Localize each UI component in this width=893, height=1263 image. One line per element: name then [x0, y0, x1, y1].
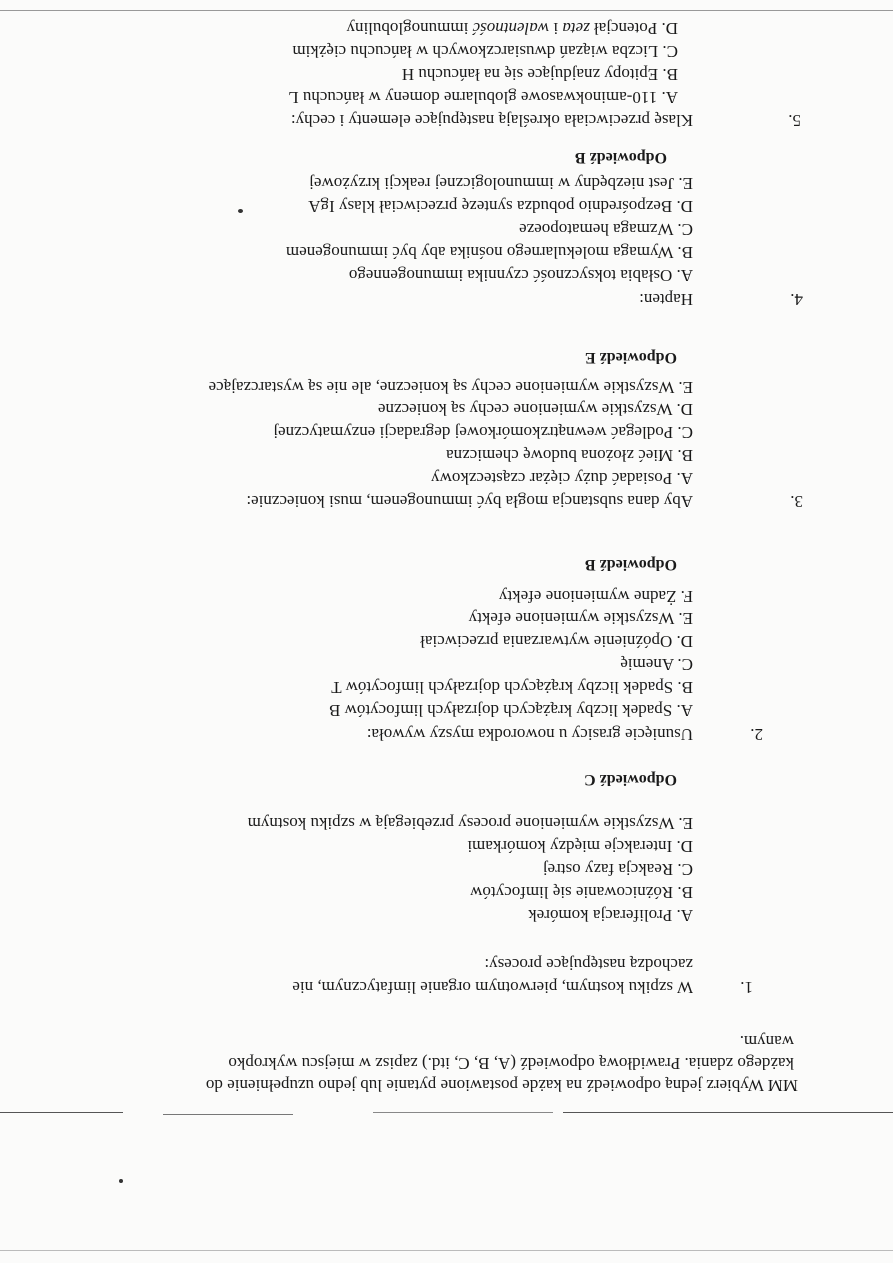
question-4-stem: Hapten:	[639, 290, 693, 309]
scan-speck	[119, 1179, 123, 1183]
question-4-option-b: B. Wymaga molekularnego nośnika aby być immunogenem	[285, 243, 693, 262]
question-5-option-d	[346, 18, 678, 38]
instruction-line-1: MM Wybierz jedną odpowiedź na każde postawione pytanie lub jedno uzupełnienie do	[205, 1076, 798, 1095]
question-3-option-e: E. Wszystkie wymienione cechy są konieczne, ale nie są wystarczające	[208, 378, 693, 397]
question-5-option-d-prefix: D. Potencjał	[589, 19, 678, 38]
question-2-stem: Usunięcie grasicy u noworodka myszy wywoła:	[366, 725, 693, 744]
header-rule-2	[373, 1112, 553, 1113]
question-2-option-f: F. Żadne wymienione efekty	[498, 587, 693, 606]
question-3-answer: Odpowiedź E	[584, 349, 677, 366]
instruction-line-3: wanym.	[739, 1032, 794, 1051]
question-5-option-a: A. 110-aminokwasowe globularne domeny w łańcuchu L	[288, 88, 678, 107]
question-5-option-d-mid: i	[549, 19, 563, 38]
question-2-option-c: C. Anemię	[620, 655, 693, 674]
question-1-answer: Odpowiedź C	[584, 771, 677, 788]
question-1-option-d: D. Interakcje między komórkami	[467, 837, 693, 856]
question-1-option-a: A. Proliferacja komórek	[528, 906, 693, 925]
question-1-stem-line-1: W szpiku kostnym, pierwotnym organie limfatycznym, nie	[292, 978, 693, 997]
question-1-option-b: B. Różnicowanie się limfocytów	[470, 883, 693, 902]
question-3-option-a: A. Posiadać duży ciężar cząsteczkowy	[431, 469, 693, 488]
question-4-option-c: C. Wzmaga hematopoeze	[519, 220, 693, 239]
question-3-stem: Aby dana substancja mogła być immunogenem, musi koniecznie:	[246, 492, 693, 511]
header-rule-4	[0, 1112, 123, 1113]
question-5-option-c: C. Liczba wiązań dwusiarczkowych w łańcuchu ciężkim	[292, 42, 678, 61]
question-3-option-c: C. Podlegać wewnątrzkomórkowej degradacji enzymatycznej	[273, 423, 693, 442]
question-5-number: 5.	[788, 111, 801, 130]
question-5-stem: Klasę przeciwciała określają następujące elementy i cechy:	[290, 111, 693, 130]
instruction-line-2: każdego zdania. Prawidłową odpowiedź (A, B, C, itd.) zapisz w miejscu wykropko	[228, 1054, 794, 1073]
question-4-option-e: E. Jest niezbędny w immunologicznej reakcji krzyżowej	[309, 174, 693, 193]
question-2-answer: Odpowiedź B	[584, 556, 677, 573]
question-2-option-d: D. Opóźnienie wytwarzania przeciwciał	[420, 632, 693, 651]
question-3-option-d: D. Wszystkie wymienione cechy są konieczne	[377, 400, 693, 419]
question-5-option-d-italic2: walentność	[472, 19, 550, 38]
header-rule-1	[563, 1112, 893, 1113]
scan-speck	[238, 209, 243, 213]
question-1-option-e: E. Wszystkie wymienione procesy przebiegają w szpiku kostnym	[247, 814, 693, 833]
question-2-option-e: E. Wszystkie wymienione efekty	[468, 609, 693, 628]
top-scan-rule	[0, 1250, 893, 1251]
question-4-option-d: D. Bezpośrednio pobudza syntezę przeciwciał klasy IgA	[308, 197, 693, 216]
question-4-answer: Odpowiedź B	[574, 149, 667, 166]
question-3-option-b: B. Mieć złożona budowę chemiczna	[446, 446, 693, 465]
question-5-option-d-suffix: immunoglobuliny	[346, 19, 473, 38]
question-1-option-c: C. Reakcja fazy ostrej	[542, 860, 693, 879]
question-3-number: 3.	[790, 492, 803, 511]
header-rule-3	[163, 1114, 293, 1115]
question-4-option-a: A. Osłabia toksyczność czynnika immunogennego	[348, 266, 693, 285]
question-5-option-d-italic: zeta	[562, 19, 590, 38]
question-1-number: 1.	[740, 978, 753, 997]
question-1-stem-line-2: zachodzą następujące procesy:	[484, 955, 693, 974]
question-4-number: 4.	[790, 290, 803, 309]
question-2-number: 2.	[750, 725, 763, 744]
question-2-option-b: B. Spadek liczby krążących dojrzałych limfocytów T	[331, 678, 693, 697]
bottom-scan-rule	[0, 10, 893, 11]
question-5-option-b: B. Epitopy znajdujące się na łańcuchu H	[401, 65, 678, 84]
question-2-option-a: A. Spadek liczby krążących dojrzałych limfocytów B	[329, 701, 693, 720]
